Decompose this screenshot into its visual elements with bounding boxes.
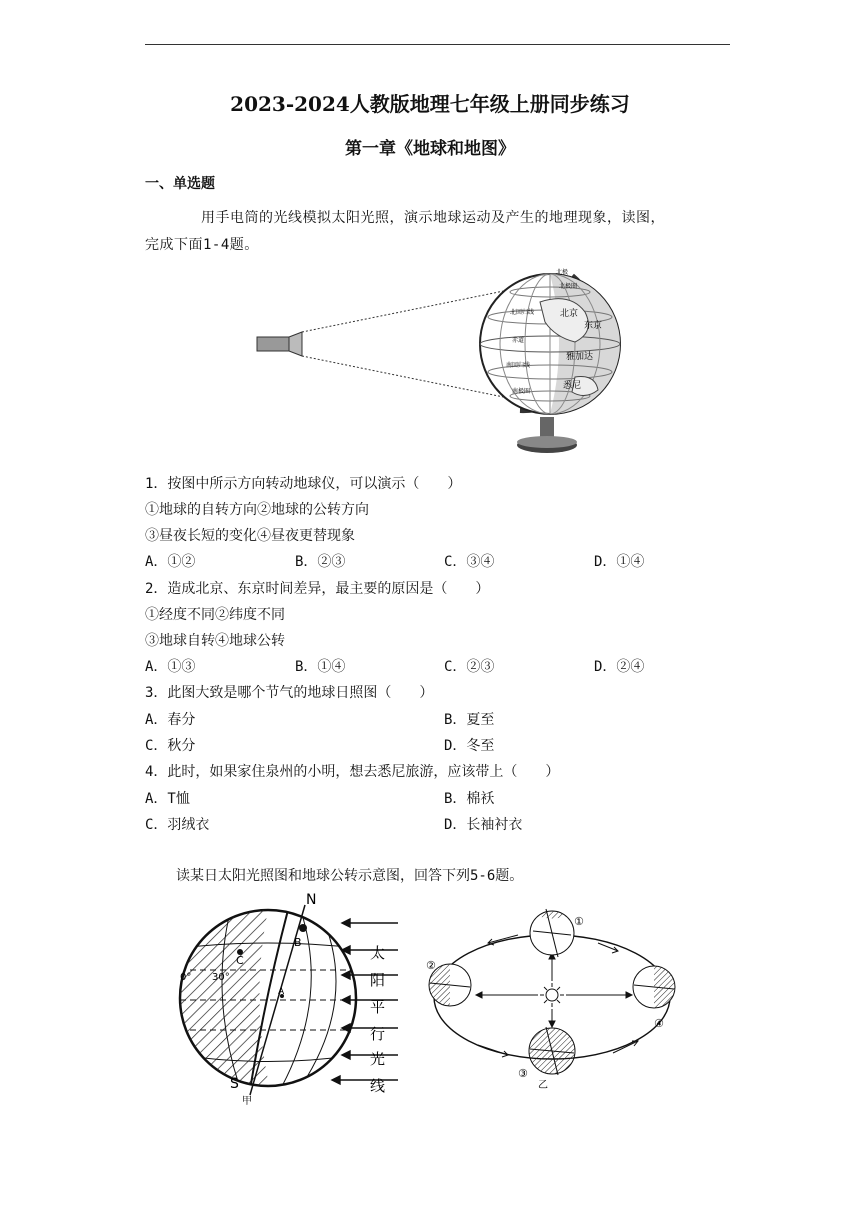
q4-stem: 4．此时，如果家住泉州的小明，想去悉尼旅游，应该带上（ ） bbox=[145, 764, 560, 780]
q3-option-c[interactable]: C．秋分 bbox=[145, 738, 196, 754]
sunlight-char-6: 线 bbox=[370, 1077, 386, 1095]
flashlight-body bbox=[257, 337, 289, 351]
q4-option-c[interactable]: C．羽绒衣 bbox=[145, 817, 210, 833]
label-sydney: 悉尼 bbox=[563, 381, 582, 391]
intro-line-1: 用手电筒的光线模拟太阳光照，演示地球运动及产生的地理现象，读图， bbox=[201, 210, 665, 226]
figure-yi bbox=[418, 905, 698, 1090]
label-jakarta: 雅加达 bbox=[566, 352, 594, 362]
chapter-title: 第一章《地球和地图》 bbox=[345, 139, 515, 159]
q2-option-b[interactable]: B．①④ bbox=[295, 659, 346, 675]
intro-paragraph-1 bbox=[145, 205, 735, 259]
label-position-2: ② bbox=[426, 959, 436, 972]
earth-position-3 bbox=[529, 1027, 575, 1075]
label-n: N bbox=[306, 892, 317, 908]
label-position-1: ① bbox=[574, 915, 584, 928]
sunlight-char-5: 光 bbox=[370, 1050, 386, 1068]
q1-sub2: ③昼夜长短的变化④昼夜更替现象 bbox=[145, 528, 355, 544]
label-arctic-circle: 北极圈 bbox=[559, 283, 578, 290]
label-a: A bbox=[278, 987, 285, 997]
q1-option-d[interactable]: D．①④ bbox=[594, 554, 645, 570]
point-b-dot bbox=[299, 924, 307, 932]
globe-figure bbox=[250, 262, 630, 462]
sunlight-char-2: 阳 bbox=[370, 971, 386, 989]
q3-option-b[interactable]: B．夏至 bbox=[444, 712, 495, 728]
q3-option-a[interactable]: A．春分 bbox=[145, 712, 196, 728]
intro-line-2: 完成下面1-4题。 bbox=[145, 237, 259, 253]
caption-yi: 乙 bbox=[538, 1080, 548, 1090]
label-c: C bbox=[236, 954, 244, 967]
label-tokyo: 东京 bbox=[584, 321, 603, 331]
figure-jia bbox=[170, 890, 410, 1110]
q2-stem: 2．造成北京、东京时间差异，最主要的原因是（ ） bbox=[145, 581, 490, 597]
sunlight-char-3: 平 bbox=[370, 998, 386, 1016]
q2-option-c[interactable]: C．②③ bbox=[444, 659, 495, 675]
q1-stem: 1．按图中所示方向转动地球仪，可以演示（ ） bbox=[145, 476, 462, 492]
earth-position-4 bbox=[633, 966, 675, 1008]
q1-option-c[interactable]: C．③④ bbox=[444, 554, 495, 570]
label-s: S bbox=[230, 1076, 239, 1092]
q4-option-b[interactable]: B．棉袄 bbox=[444, 791, 495, 807]
label-b: B bbox=[294, 936, 302, 949]
label-tropic-cancer: 北回归线 bbox=[510, 309, 535, 316]
document-title: 2023-2024人教版地理七年级上册同步练习 bbox=[230, 92, 630, 116]
sunlight-char-4: 行 bbox=[370, 1025, 386, 1043]
q1-option-b[interactable]: B．②③ bbox=[295, 554, 346, 570]
q4-option-a[interactable]: A．T恤 bbox=[145, 791, 190, 807]
label-equator: 赤道 bbox=[512, 337, 525, 344]
flashlight-head bbox=[289, 332, 302, 356]
q1-sub1: ①地球的自转方向②地球的公转方向 bbox=[145, 502, 369, 518]
label-position-4: ④ bbox=[654, 1017, 664, 1030]
q2-option-d[interactable]: D．②④ bbox=[594, 659, 645, 675]
section-heading: 一、单选题 bbox=[145, 176, 215, 192]
label-beijing: 北京 bbox=[560, 309, 579, 319]
sunlight-char-1: 太 bbox=[370, 944, 386, 962]
intro-paragraph-2: 读某日太阳光照图和地球公转示意图，回答下列5-6题。 bbox=[176, 868, 524, 884]
q2-sub2: ③地球自转④地球公转 bbox=[145, 633, 285, 649]
q4-option-d[interactable]: D．长袖衬衣 bbox=[444, 817, 523, 833]
q3-option-d[interactable]: D．冬至 bbox=[444, 738, 495, 754]
header-rule bbox=[145, 44, 730, 45]
label-tropic-capricorn: 南回归线 bbox=[506, 362, 531, 369]
label-north-pole: 北极 bbox=[556, 269, 569, 276]
q2-sub1: ①经度不同②纬度不同 bbox=[145, 607, 285, 623]
caption-jia: 甲 bbox=[242, 1096, 252, 1107]
label-antarctic-circle: 南极圈 bbox=[512, 388, 531, 395]
q1-option-a[interactable]: A．①② bbox=[145, 554, 196, 570]
q3-stem: 3．此图大致是哪个节气的地球日照图（ ） bbox=[145, 685, 434, 701]
earth-position-1 bbox=[530, 909, 574, 957]
label-position-3: ③ bbox=[518, 1067, 528, 1080]
label-0deg: 0° bbox=[180, 972, 192, 983]
globe-stem bbox=[540, 417, 554, 439]
q2-option-a[interactable]: A．①③ bbox=[145, 659, 196, 675]
sun-icon bbox=[540, 983, 564, 1007]
label-30deg: 30° bbox=[212, 972, 230, 983]
